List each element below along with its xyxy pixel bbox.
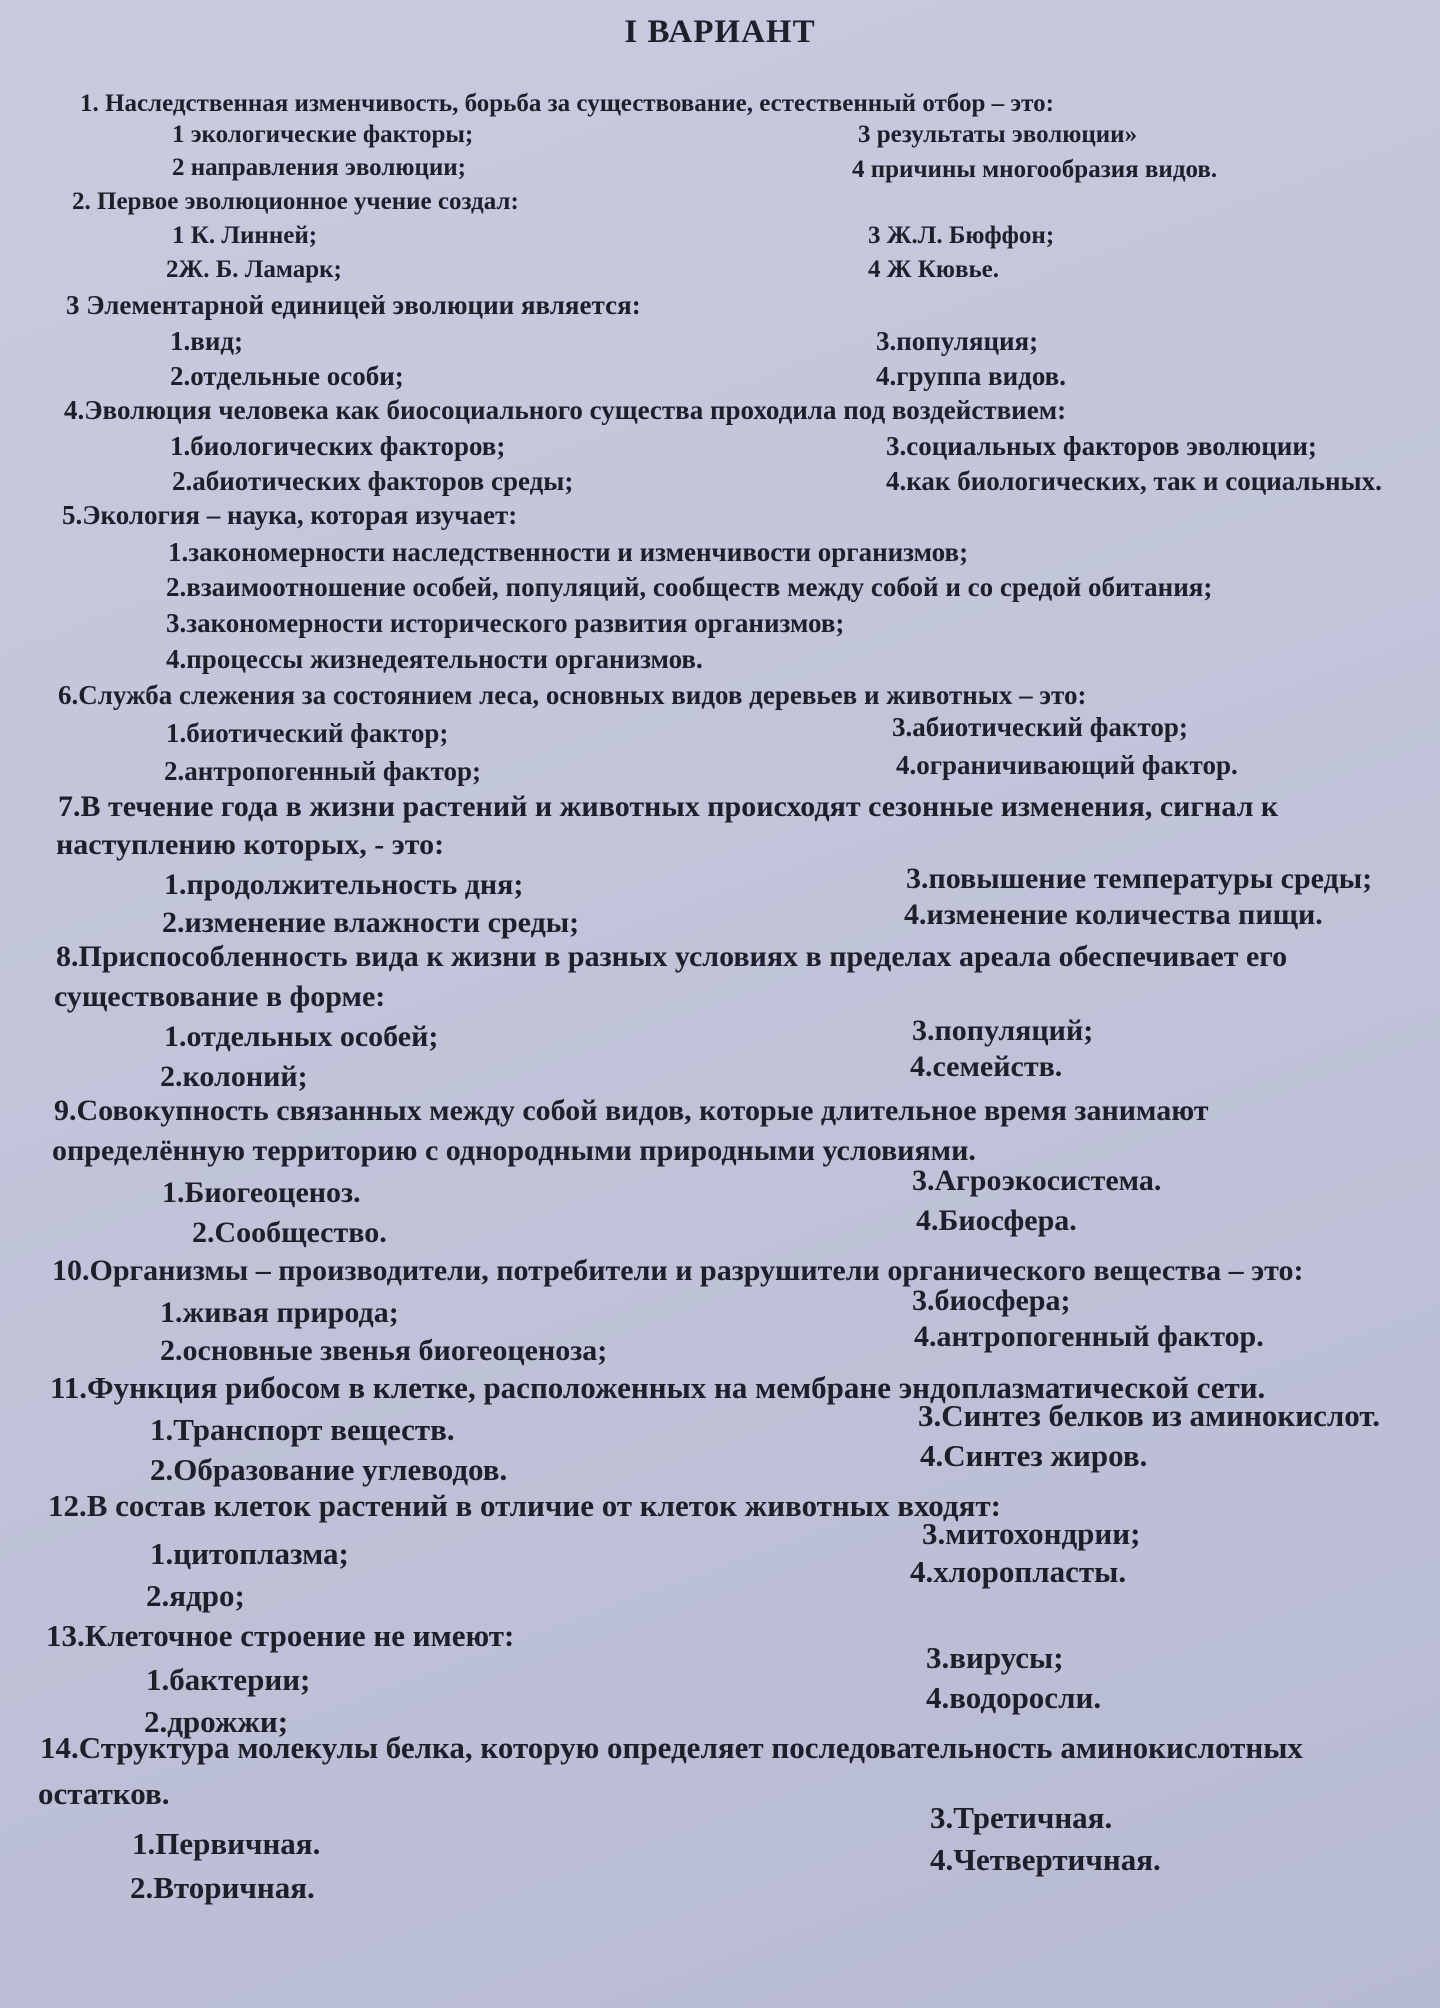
answer-option-1: 1.Транспорт веществ.	[150, 1412, 455, 1447]
answer-option-2: 2.ядро;	[146, 1578, 245, 1613]
question-text: 4.Эволюция человека как биосоциального существа проходила под воздействием:	[64, 395, 1067, 425]
answer-option-4: 4.Синтез жиров.	[920, 1438, 1148, 1473]
answer-option-4: 4.Четвертичная.	[930, 1842, 1161, 1877]
answer-option-3: 3.биосфера;	[912, 1284, 1071, 1317]
question-text-continued: наступлению которых, - это:	[56, 828, 445, 861]
answer-option-1: 1.продолжительность дня;	[164, 868, 524, 901]
answer-option-2: 2.колоний;	[160, 1060, 308, 1093]
question-text-continued: остатков.	[38, 1776, 170, 1811]
answer-option-4: 4.семейств.	[910, 1050, 1063, 1083]
answer-option-1: 1.цитоплазма;	[150, 1536, 349, 1571]
answer-option-2: 2.абиотических факторов среды;	[172, 466, 574, 496]
answer-option-3: 3.абиотический фактор;	[892, 712, 1188, 742]
question-text: 10.Организмы – производители, потребители и разрушители органического вещества – это:	[52, 1254, 1304, 1287]
answer-option-3: 3.популяция;	[876, 326, 1039, 356]
question-text: 2. Первое эволюционное учение создал:	[72, 188, 519, 215]
question-text: 6.Служба слежения за состоянием леса, основных видов деревьев и животных – это:	[58, 680, 1087, 710]
answer-option-3: 3.Третичная.	[930, 1800, 1113, 1835]
answer-option-3: 3.Синтез белков из аминокислот.	[918, 1398, 1380, 1433]
answer-option-2: 2.Образование углеводов.	[150, 1452, 508, 1487]
answer-option-2: 2.Сообщество.	[192, 1216, 387, 1249]
page-title: I ВАРИАНТ	[624, 14, 816, 50]
question-text: 7.В течение года в жизни растений и животных происходят сезонные изменения, сигнал к	[58, 790, 1279, 823]
question-text: 13.Клеточное строение не имеют:	[46, 1618, 515, 1653]
answer-option-3: 3.социальных факторов эволюции;	[886, 431, 1317, 461]
answer-option-4: 4 причины многообразия видов.	[852, 156, 1218, 183]
answer-option-1: 1 К. Линней;	[172, 222, 318, 249]
answer-option-2: 2.отдельные особи;	[170, 361, 404, 391]
question-text: 8.Приспособленность вида к жизни в разных условиях в пределах ареала обеспечивает его	[56, 940, 1288, 973]
answer-option-3: 3.закономерности исторического развития организмов;	[166, 608, 845, 638]
answer-option-1: 1.Первичная.	[132, 1826, 321, 1861]
question-text: 14.Структура молекулы белка, которую определяет последовательность аминокислотных	[40, 1730, 1303, 1765]
answer-option-2: 2.дрожжи;	[144, 1704, 289, 1739]
question-text: 1. Наследственная изменчивость, борьба за существование, естественный отбор – это:	[80, 90, 1054, 117]
answer-option-4: 4.антропогенный фактор.	[914, 1320, 1264, 1353]
answer-option-4: 4.как биологических, так и социальных.	[886, 466, 1382, 496]
answer-option-1: 1.биологических факторов;	[170, 431, 506, 461]
answer-option-4: 4.водоросли.	[926, 1680, 1102, 1715]
answer-option-2: 2 направления эволюции;	[172, 154, 466, 181]
answer-option-1: 1 экологические факторы;	[172, 121, 474, 148]
answer-option-4: 4.хлоропласты.	[910, 1554, 1127, 1589]
answer-option-4: 4.ограничивающий фактор.	[896, 750, 1238, 780]
answer-option-3: 3.повышение температуры среды;	[906, 862, 1373, 895]
answer-option-1: 1.Биогеоценоз.	[162, 1176, 361, 1209]
answer-option-3: 3.митохондрии;	[922, 1516, 1141, 1551]
question-text-continued: существование в форме:	[54, 980, 386, 1013]
answer-option-1: 1.закономерности наследственности и изменчивости организмов;	[168, 537, 969, 567]
answer-option-4: 4.процессы жизнедеятельности организмов.	[166, 644, 703, 674]
answer-option-3: 3.вирусы;	[926, 1640, 1064, 1675]
answer-option-2: 2.основные звенья биогеоценоза;	[160, 1334, 608, 1367]
question-text-continued: определённую территорию с однородными природными условиями.	[52, 1134, 976, 1167]
answer-option-2: 2.антропогенный фактор;	[164, 756, 482, 786]
answer-option-1: 1.вид;	[170, 326, 244, 356]
answer-option-4: 4.изменение количества пищи.	[904, 898, 1323, 931]
answer-option-1: 1.бактерии;	[146, 1662, 311, 1697]
question-text: 11.Функция рибосом в клетке, расположенных на мембране эндоплазматической сети.	[50, 1370, 1266, 1405]
answer-option-4: 4.группа видов.	[876, 361, 1066, 391]
answer-option-3: 3 Ж.Л. Бюффон;	[868, 222, 1055, 249]
answer-option-3: 3 результаты эволюции»	[858, 121, 1138, 148]
question-text: 12.В состав клеток растений в отличие от клеток животных входят:	[48, 1488, 1001, 1523]
question-text: 3 Элементарной единицей эволюции является:	[66, 290, 641, 320]
answer-option-1: 1.отдельных особей;	[164, 1020, 439, 1053]
answer-option-2: 2.Вторичная.	[130, 1870, 315, 1905]
answer-option-3: 3.Агроэкосистема.	[912, 1164, 1162, 1197]
answer-option-1: 1.биотический фактор;	[166, 718, 449, 748]
answer-option-2: 2Ж. Б. Ламарк;	[166, 256, 342, 283]
answer-option-1: 1.живая природа;	[160, 1296, 399, 1329]
answer-option-3: 3.популяций;	[912, 1014, 1094, 1047]
answer-option-2: 2.взаимоотношение особей, популяций, сообществ между собой и со средой обитания;	[166, 572, 1213, 602]
question-text: 9.Совокупность связанных между собой видов, которые длительное время занимают	[54, 1094, 1209, 1127]
answer-option-2: 2.изменение влажности среды;	[162, 906, 580, 939]
answer-option-4: 4.Биосфера.	[916, 1204, 1077, 1237]
question-text: 5.Экология – наука, которая изучает:	[62, 500, 518, 530]
answer-option-4: 4 Ж Кювье.	[868, 256, 1000, 283]
